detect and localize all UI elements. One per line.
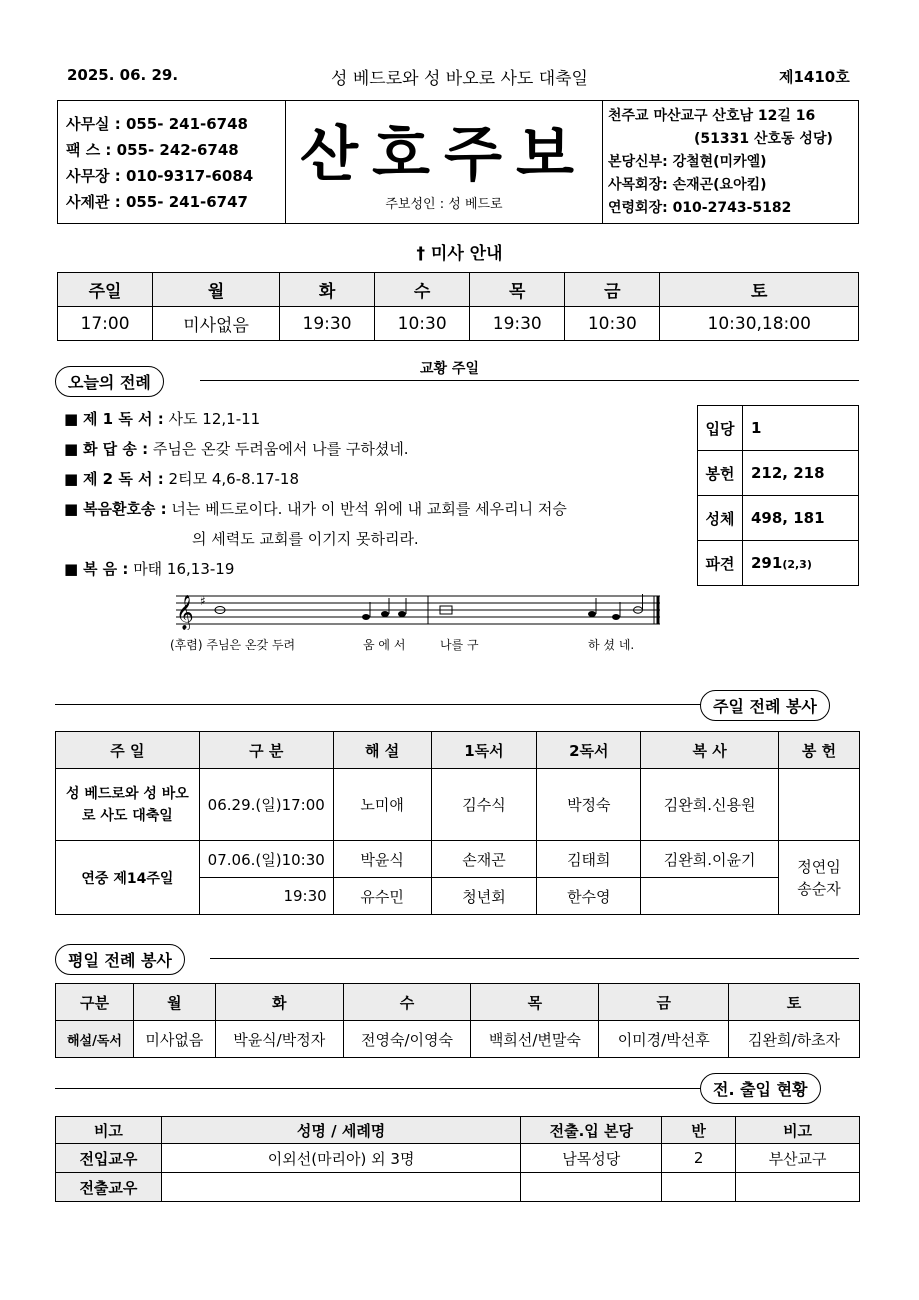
parish-info — [602, 101, 858, 223]
contact-office: 사무실 : 055- 241-6748 — [66, 115, 248, 133]
patron-saint: 주보성인 : 성 베드로 — [385, 197, 503, 212]
note-icon — [612, 614, 620, 620]
table-row — [56, 1021, 860, 1058]
hymn-row — [698, 496, 859, 541]
liturgy-label: 오늘의 전례 — [55, 366, 164, 397]
service-commentary: 박윤식 — [333, 841, 431, 878]
weekday-cell: 미사없음 — [133, 1021, 215, 1058]
hymn-number: 1 — [743, 406, 859, 451]
mass-day: 수 — [375, 273, 470, 307]
mass-day: 토 — [660, 273, 859, 307]
row-label: 전출교우 — [56, 1173, 162, 1202]
column-header: 구 분 — [199, 732, 333, 769]
note-icon — [381, 611, 389, 617]
mass-days-row — [58, 273, 859, 307]
column-header: 수 — [343, 984, 471, 1021]
weekday-cell: 전영숙/이영숙 — [343, 1021, 471, 1058]
service-reading1: 손재곤 — [431, 841, 537, 878]
row-label: 해설/독서 — [56, 1021, 134, 1058]
service-server: 김완희.신용원 — [641, 769, 779, 841]
mass-day: 월 — [153, 273, 280, 307]
service-commentary: 노미애 — [333, 769, 431, 841]
sunday-service-table — [55, 731, 860, 915]
hymn-row — [698, 406, 859, 451]
transfer-name: 이외선(마리아) 외 3명 — [161, 1144, 521, 1173]
mass-schedule-table — [57, 272, 859, 341]
masthead — [57, 100, 859, 224]
transfer-group: 2 — [662, 1144, 736, 1173]
service-offering — [779, 769, 860, 841]
mass-time: 10:30,18:00 — [660, 307, 859, 341]
hymn-label: 입당 — [698, 406, 743, 451]
transfer-divider — [55, 1088, 705, 1089]
weekday-cell: 김완희/하초자 — [729, 1021, 860, 1058]
weekday-cell: 백희선/변말숙 — [471, 1021, 599, 1058]
column-header: 금 — [599, 984, 729, 1021]
table-header-row — [56, 984, 860, 1021]
mass-time: 10:30 — [375, 307, 470, 341]
transfer-note — [736, 1173, 860, 1202]
issue-number: 제1410호 — [779, 68, 850, 86]
service-commentary: 유수민 — [333, 878, 431, 915]
reading-alleluia-cont: 의 세력도 교회를 이기지 못하리라. — [192, 530, 419, 548]
hymn-table — [697, 405, 859, 586]
service-reading2: 김태희 — [537, 841, 641, 878]
council-president: 사목회장: 손재곤(요아킴) — [608, 177, 767, 193]
hymn-row — [698, 541, 859, 586]
music-staff — [170, 588, 670, 630]
transfer-name — [161, 1173, 521, 1202]
column-header: 복 사 — [641, 732, 779, 769]
column-header: 봉 헌 — [779, 732, 860, 769]
transfer-parish — [521, 1173, 662, 1202]
weekday-service-divider — [210, 958, 859, 959]
mass-times-row — [58, 307, 859, 341]
hymn-number: 212, 218 — [743, 451, 859, 496]
note-icon — [398, 611, 406, 617]
table-header-row — [56, 1117, 860, 1144]
hymn-number: 291(2,3) — [743, 541, 859, 586]
service-reading1: 청년회 — [431, 878, 537, 915]
contact-fax: 팩 스 : 055- 242-6748 — [66, 141, 239, 159]
note-icon — [588, 611, 596, 617]
service-time: 07.06.(일)10:30 — [199, 841, 333, 878]
service-offering: 정연임 송순자 — [779, 841, 860, 915]
hymn-number: 498, 181 — [743, 496, 859, 541]
column-header: 반 — [662, 1117, 736, 1144]
title-block — [286, 101, 603, 223]
table-header-row — [56, 732, 860, 769]
column-header: 주 일 — [56, 732, 200, 769]
contact-manager: 사무장 : 010-9317-6084 — [66, 167, 254, 185]
lyric-refrain: (후렴) 주님은 온갖 두려 — [170, 638, 296, 652]
service-day: 성 베드로와 성 바오로 사도 대축일 — [56, 769, 200, 841]
sunday-name: 교황 주일 — [420, 361, 479, 377]
table-row — [56, 769, 860, 841]
transfer-group — [662, 1173, 736, 1202]
reading-1: ■ 제 1 독 서 : 사도 12,1-11 — [64, 410, 261, 428]
service-day: 연중 제14주일 — [56, 841, 200, 915]
table-row — [56, 841, 860, 878]
mass-day: 목 — [470, 273, 565, 307]
table-row — [56, 1173, 860, 1202]
column-header: 월 — [133, 984, 215, 1021]
sharp-icon: ♯ — [200, 594, 206, 608]
service-reading2: 한수영 — [537, 878, 641, 915]
hymn-label: 봉헌 — [698, 451, 743, 496]
music-notes — [215, 594, 643, 620]
service-time: 19:30 — [199, 878, 333, 915]
transfer-note: 부산교구 — [736, 1144, 860, 1173]
mass-time: 19:30 — [470, 307, 565, 341]
hymn-row — [698, 451, 859, 496]
column-header: 비고 — [56, 1117, 162, 1144]
parish-postal: (51331 산호동 성당) — [694, 131, 833, 147]
contact-rectory: 사제관 : 055- 241-6747 — [66, 193, 248, 211]
mass-time: 19:30 — [279, 307, 374, 341]
hymn-label: 파견 — [698, 541, 743, 586]
transfer-label: 전. 출입 현황 — [700, 1073, 821, 1104]
issue-date: 2025. 06. 29. — [67, 66, 179, 84]
treble-clef-icon: 𝄞 — [176, 595, 194, 630]
column-header: 1독서 — [431, 732, 537, 769]
mass-day: 화 — [279, 273, 374, 307]
reading-gospel: ■ 복 음 : 마태 16,13-19 — [64, 560, 235, 578]
service-server: 김완희.이윤기 — [641, 841, 779, 878]
sunday-service-divider — [55, 704, 705, 705]
service-reading2: 박정숙 — [537, 769, 641, 841]
transfer-table — [55, 1116, 860, 1202]
bulletin-title: 산호주보 — [300, 120, 588, 190]
weekday-cell: 이미경/박선후 — [599, 1021, 729, 1058]
service-reading1: 김수식 — [431, 769, 537, 841]
mass-time: 17:00 — [58, 307, 153, 341]
lyric-word: 하 셨 네. — [588, 638, 635, 652]
column-header: 해 설 — [333, 732, 431, 769]
column-header: 토 — [729, 984, 860, 1021]
transfer-parish: 남목성당 — [521, 1144, 662, 1173]
weekday-service-label: 평일 전례 봉사 — [55, 944, 185, 975]
lyric-word: 나를 구 — [440, 638, 479, 652]
reading-psalm: ■ 화 답 송 : 주님은 온갖 두려움에서 나를 구하셨네. — [64, 440, 409, 458]
contact-info — [58, 101, 286, 223]
column-header: 성명 / 세례명 — [161, 1117, 521, 1144]
column-header: 구분 — [56, 984, 134, 1021]
service-time: 06.29.(일)17:00 — [199, 769, 333, 841]
service-server — [641, 878, 779, 915]
weekday-service-table — [55, 983, 860, 1058]
reading-alleluia: ■ 복음환호송 : 너는 베드로이다. 내가 이 반석 위에 내 교회를 세우리니 저승 — [64, 500, 567, 518]
mass-day: 금 — [565, 273, 660, 307]
weekday-cell: 박윤식/박정자 — [215, 1021, 343, 1058]
mass-day: 주일 — [58, 273, 153, 307]
sunday-service-label: 주일 전례 봉사 — [700, 690, 830, 721]
lyric-word: 움 에 서 — [363, 638, 406, 652]
row-label: 전입교우 — [56, 1144, 162, 1173]
column-header: 목 — [471, 984, 599, 1021]
hymn-label: 성체 — [698, 496, 743, 541]
mass-heading: † 미사 안내 — [416, 244, 503, 264]
parish-priest: 본당신부: 강철현(미카엘) — [608, 154, 767, 170]
mass-time: 미사없음 — [153, 307, 280, 341]
reading-2: ■ 제 2 독 서 : 2티모 4,6-8.17-18 — [64, 470, 300, 488]
column-header: 비고 — [736, 1117, 860, 1144]
liturgy-divider — [200, 380, 859, 381]
mass-time: 10:30 — [565, 307, 660, 341]
column-header: 2독서 — [537, 732, 641, 769]
parish-address: 천주교 마산교구 산호남 12길 16 — [608, 108, 816, 124]
feast-title: 성 베드로와 성 바오로 사도 대축일 — [331, 69, 588, 89]
funeral-committee: 연령회장: 010-2743-5182 — [608, 200, 792, 216]
table-row — [56, 1144, 860, 1173]
column-header: 화 — [215, 984, 343, 1021]
note-icon — [362, 614, 370, 620]
column-header: 전출.입 본당 — [521, 1117, 662, 1144]
